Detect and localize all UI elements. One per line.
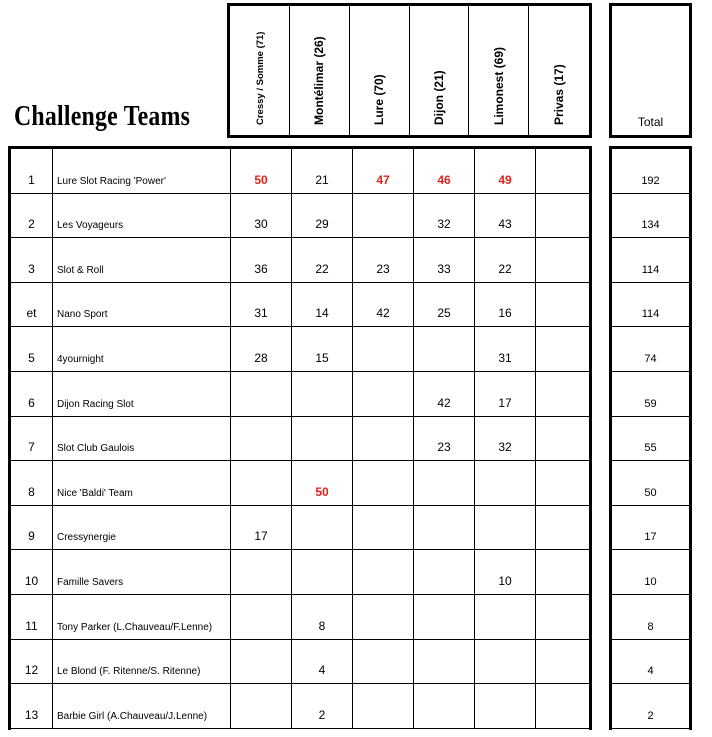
rank-cell — [11, 238, 52, 282]
total-cell — [612, 238, 689, 282]
score-cell-text: 21 — [315, 172, 329, 187]
rank-cell-text: 8 — [28, 484, 35, 499]
score-cell — [291, 550, 352, 594]
total-cell — [612, 684, 689, 728]
score-cell — [230, 327, 291, 371]
score-cell — [535, 550, 596, 594]
score-cell-text: 42 — [376, 306, 390, 321]
score-cell — [352, 506, 413, 550]
total-cell-text: 4 — [647, 665, 654, 678]
page-title: Challenge Teams — [14, 100, 191, 132]
score-cell — [413, 417, 474, 461]
total-row — [612, 684, 689, 729]
score-cell-text: 4 — [318, 663, 326, 678]
rank-cell — [11, 417, 52, 461]
rank-cell — [11, 194, 52, 238]
standings-table — [8, 146, 592, 730]
score-cell-text: 2 — [318, 707, 326, 722]
score-cell — [413, 194, 474, 238]
rank-cell-text: 12 — [24, 663, 39, 678]
column-header-label: Dijon (21) — [431, 70, 446, 125]
table-row — [11, 461, 589, 506]
rank-cell-text: 1 — [28, 172, 35, 187]
score-cell — [230, 194, 291, 238]
score-cell — [291, 461, 352, 505]
score-cell — [535, 238, 596, 282]
score-cell-text: 42 — [437, 395, 451, 410]
column-header-label: Privas (17) — [552, 64, 567, 125]
column-header — [410, 6, 470, 135]
score-cell — [474, 238, 535, 282]
team-name-cell — [52, 238, 230, 282]
score-cell — [474, 194, 535, 238]
score-cell — [535, 461, 596, 505]
total-cell — [612, 327, 689, 371]
score-cell-text: 28 — [254, 350, 268, 365]
score-cell — [352, 417, 413, 461]
score-cell — [230, 550, 291, 594]
score-cell — [352, 194, 413, 238]
score-cell — [535, 417, 596, 461]
score-cell-text: 32 — [437, 217, 451, 232]
total-cell-text: 17 — [644, 531, 657, 544]
team-name-cell-text: 4yournight — [57, 353, 104, 365]
score-cell — [291, 194, 352, 238]
table-row — [11, 550, 589, 595]
score-cell — [474, 149, 535, 193]
team-name-cell — [52, 550, 230, 594]
score-cell-text: 17 — [254, 529, 268, 544]
score-cell — [230, 461, 291, 505]
team-name-cell-text: Cressynergie — [57, 532, 116, 544]
score-cell — [413, 327, 474, 371]
total-cell — [612, 149, 689, 193]
score-cell — [535, 283, 596, 327]
table-row — [11, 372, 589, 417]
team-name-cell — [52, 506, 230, 550]
column-header — [469, 6, 529, 135]
table-row — [11, 684, 589, 729]
score-cell — [352, 238, 413, 282]
score-cell — [352, 327, 413, 371]
team-name-cell-text: Le Blond (F. Ritenne/S. Ritenne) — [57, 666, 201, 678]
total-row — [612, 417, 689, 462]
score-cell — [352, 372, 413, 416]
table-row — [11, 327, 589, 372]
score-cell — [230, 506, 291, 550]
total-row — [612, 283, 689, 328]
score-cell — [474, 283, 535, 327]
team-name-cell-text: Les Voyageurs — [57, 220, 124, 232]
score-cell — [291, 417, 352, 461]
column-header-box — [227, 3, 592, 138]
score-cell-text: 46 — [437, 172, 451, 187]
total-row — [612, 506, 689, 551]
team-name-cell-text: Dijon Racing Slot — [57, 398, 134, 410]
total-cell-text: 55 — [644, 442, 657, 455]
table-row — [11, 417, 589, 462]
score-cell — [474, 684, 535, 728]
rank-cell — [11, 550, 52, 594]
score-cell — [291, 640, 352, 684]
score-cell-text: 14 — [315, 306, 329, 321]
rank-cell — [11, 506, 52, 550]
score-cell — [413, 238, 474, 282]
score-cell-text: 36 — [254, 261, 268, 276]
total-header-label: Total — [637, 115, 664, 129]
rank-cell — [11, 684, 52, 728]
total-cell-text: 50 — [644, 486, 657, 499]
score-cell — [352, 283, 413, 327]
score-cell — [474, 327, 535, 371]
team-name-cell — [52, 684, 230, 728]
score-cell — [352, 149, 413, 193]
score-cell — [352, 595, 413, 639]
team-name-cell-text: Slot & Roll — [57, 264, 104, 276]
totals-column — [609, 146, 692, 730]
score-cell — [474, 372, 535, 416]
team-name-cell-text: Nice 'Baldi' Team — [57, 487, 133, 499]
score-cell — [535, 194, 596, 238]
total-cell — [612, 417, 689, 461]
score-cell — [535, 684, 596, 728]
score-cell — [352, 550, 413, 594]
total-row — [612, 194, 689, 239]
team-name-cell — [52, 595, 230, 639]
total-cell — [612, 550, 689, 594]
score-cell — [230, 149, 291, 193]
score-cell — [413, 595, 474, 639]
total-row — [612, 149, 689, 194]
score-cell-text: 50 — [315, 484, 329, 499]
score-cell — [230, 417, 291, 461]
rank-cell-text: et — [26, 306, 37, 321]
total-cell — [612, 283, 689, 327]
team-name-cell-text: Lure Slot Racing 'Power' — [57, 175, 166, 187]
score-cell — [291, 149, 352, 193]
score-cell-text: 32 — [498, 440, 512, 455]
team-name-cell — [52, 194, 230, 238]
table-row — [11, 506, 589, 551]
score-cell-text: 33 — [437, 261, 451, 276]
score-cell — [291, 506, 352, 550]
rank-cell — [11, 327, 52, 371]
score-cell — [230, 684, 291, 728]
team-name-cell-text: Barbie Girl (A.Chauveau/J.Lenne) — [57, 710, 208, 722]
score-cell — [535, 149, 596, 193]
total-cell — [612, 461, 689, 505]
rank-cell-text: 6 — [28, 395, 35, 410]
score-cell — [413, 372, 474, 416]
total-row — [612, 372, 689, 417]
total-cell — [612, 372, 689, 416]
score-cell-text: 15 — [315, 350, 329, 365]
total-row — [612, 327, 689, 372]
team-name-cell — [52, 417, 230, 461]
score-cell — [474, 640, 535, 684]
total-cell — [612, 640, 689, 684]
score-cell-text: 23 — [376, 261, 390, 276]
team-name-cell-text: Nano Sport — [57, 309, 108, 321]
score-cell — [291, 327, 352, 371]
team-name-cell — [52, 461, 230, 505]
rank-cell-text: 9 — [28, 529, 35, 544]
score-cell — [352, 640, 413, 684]
score-cell-text: 43 — [498, 217, 512, 232]
team-name-cell — [52, 372, 230, 416]
score-cell — [413, 461, 474, 505]
rank-cell — [11, 595, 52, 639]
team-name-cell — [52, 149, 230, 193]
total-cell — [612, 506, 689, 550]
score-cell-text: 30 — [254, 217, 268, 232]
column-header — [350, 6, 410, 135]
rank-cell-text: 10 — [24, 573, 39, 588]
score-cell — [291, 372, 352, 416]
score-cell — [474, 595, 535, 639]
team-name-cell-text: Tony Parker (L.Chauveau/F.Lenne) — [57, 621, 213, 633]
table-row — [11, 149, 589, 194]
total-cell — [612, 194, 689, 238]
score-cell — [352, 461, 413, 505]
total-cell-text: 59 — [644, 397, 657, 410]
score-cell — [535, 327, 596, 371]
total-cell-text: 2 — [647, 709, 654, 722]
score-cell — [413, 149, 474, 193]
score-cell — [413, 283, 474, 327]
score-cell-text: 22 — [498, 261, 512, 276]
score-cell-text: 8 — [318, 618, 326, 633]
team-name-cell-text: Slot Club Gaulois — [57, 443, 135, 455]
column-header-label: Montélimar (26) — [312, 36, 327, 125]
table-row — [11, 283, 589, 328]
column-header-label: Lure (70) — [372, 74, 387, 125]
score-cell-text: 10 — [498, 573, 512, 588]
column-header-label: Limonest (69) — [491, 46, 506, 125]
column-header — [529, 6, 589, 135]
score-cell — [474, 550, 535, 594]
rank-cell — [11, 283, 52, 327]
score-cell — [230, 283, 291, 327]
score-cell — [535, 372, 596, 416]
score-cell — [230, 372, 291, 416]
score-cell — [413, 640, 474, 684]
rank-cell-text: 7 — [28, 440, 35, 455]
team-name-cell — [52, 283, 230, 327]
score-cell — [413, 506, 474, 550]
table-row — [11, 595, 589, 640]
score-cell — [291, 283, 352, 327]
table-row — [11, 238, 589, 283]
table-row — [11, 640, 589, 685]
table-row — [11, 194, 589, 239]
total-row — [612, 550, 689, 595]
score-cell-text: 16 — [498, 306, 512, 321]
score-cell — [413, 550, 474, 594]
score-cell-text: 49 — [498, 172, 512, 187]
rank-cell — [11, 461, 52, 505]
column-header — [290, 6, 350, 135]
rank-cell — [11, 372, 52, 416]
rank-cell-text: 2 — [28, 217, 35, 232]
rank-cell-text: 11 — [25, 618, 38, 633]
score-cell-text: 22 — [315, 261, 329, 276]
score-cell — [474, 506, 535, 550]
total-row — [612, 238, 689, 283]
column-header-label: Cressy / Somme (71) — [255, 31, 267, 125]
total-cell-text: 192 — [641, 174, 660, 187]
column-header — [230, 6, 290, 135]
total-cell — [612, 595, 689, 639]
score-cell-text: 50 — [254, 172, 268, 187]
score-cell-text: 47 — [376, 172, 390, 187]
score-cell — [291, 595, 352, 639]
score-cell-text: 25 — [437, 306, 451, 321]
rank-cell — [11, 640, 52, 684]
total-cell-text: 10 — [644, 575, 657, 588]
score-cell — [535, 506, 596, 550]
score-cell — [230, 238, 291, 282]
score-cell-text: 31 — [254, 306, 268, 321]
total-row — [612, 640, 689, 685]
total-cell-text: 134 — [641, 219, 660, 232]
score-cell — [291, 684, 352, 728]
total-cell-text: 114 — [641, 308, 660, 321]
rank-cell-text: 13 — [24, 707, 39, 722]
team-name-cell-text: Famille Savers — [57, 576, 124, 588]
total-header-box — [609, 3, 692, 138]
score-cell — [474, 417, 535, 461]
score-cell — [352, 684, 413, 728]
rank-cell-text: 5 — [28, 350, 35, 365]
score-cell — [291, 238, 352, 282]
score-cell — [413, 684, 474, 728]
score-cell-text: 31 — [498, 350, 512, 365]
score-cell — [230, 640, 291, 684]
total-cell-text: 8 — [647, 620, 654, 633]
total-row — [612, 595, 689, 640]
team-name-cell — [52, 327, 230, 371]
score-cell-text: 29 — [315, 217, 329, 232]
score-cell — [230, 595, 291, 639]
rank-cell-text: 3 — [28, 261, 35, 276]
total-cell-text: 114 — [641, 263, 660, 276]
score-cell-text: 23 — [437, 440, 451, 455]
score-cell — [474, 461, 535, 505]
team-name-cell — [52, 640, 230, 684]
score-cell-text: 17 — [498, 395, 512, 410]
total-cell-text: 74 — [644, 352, 657, 365]
rank-cell — [11, 149, 52, 193]
score-cell — [535, 640, 596, 684]
score-cell — [535, 595, 596, 639]
total-row — [612, 461, 689, 506]
